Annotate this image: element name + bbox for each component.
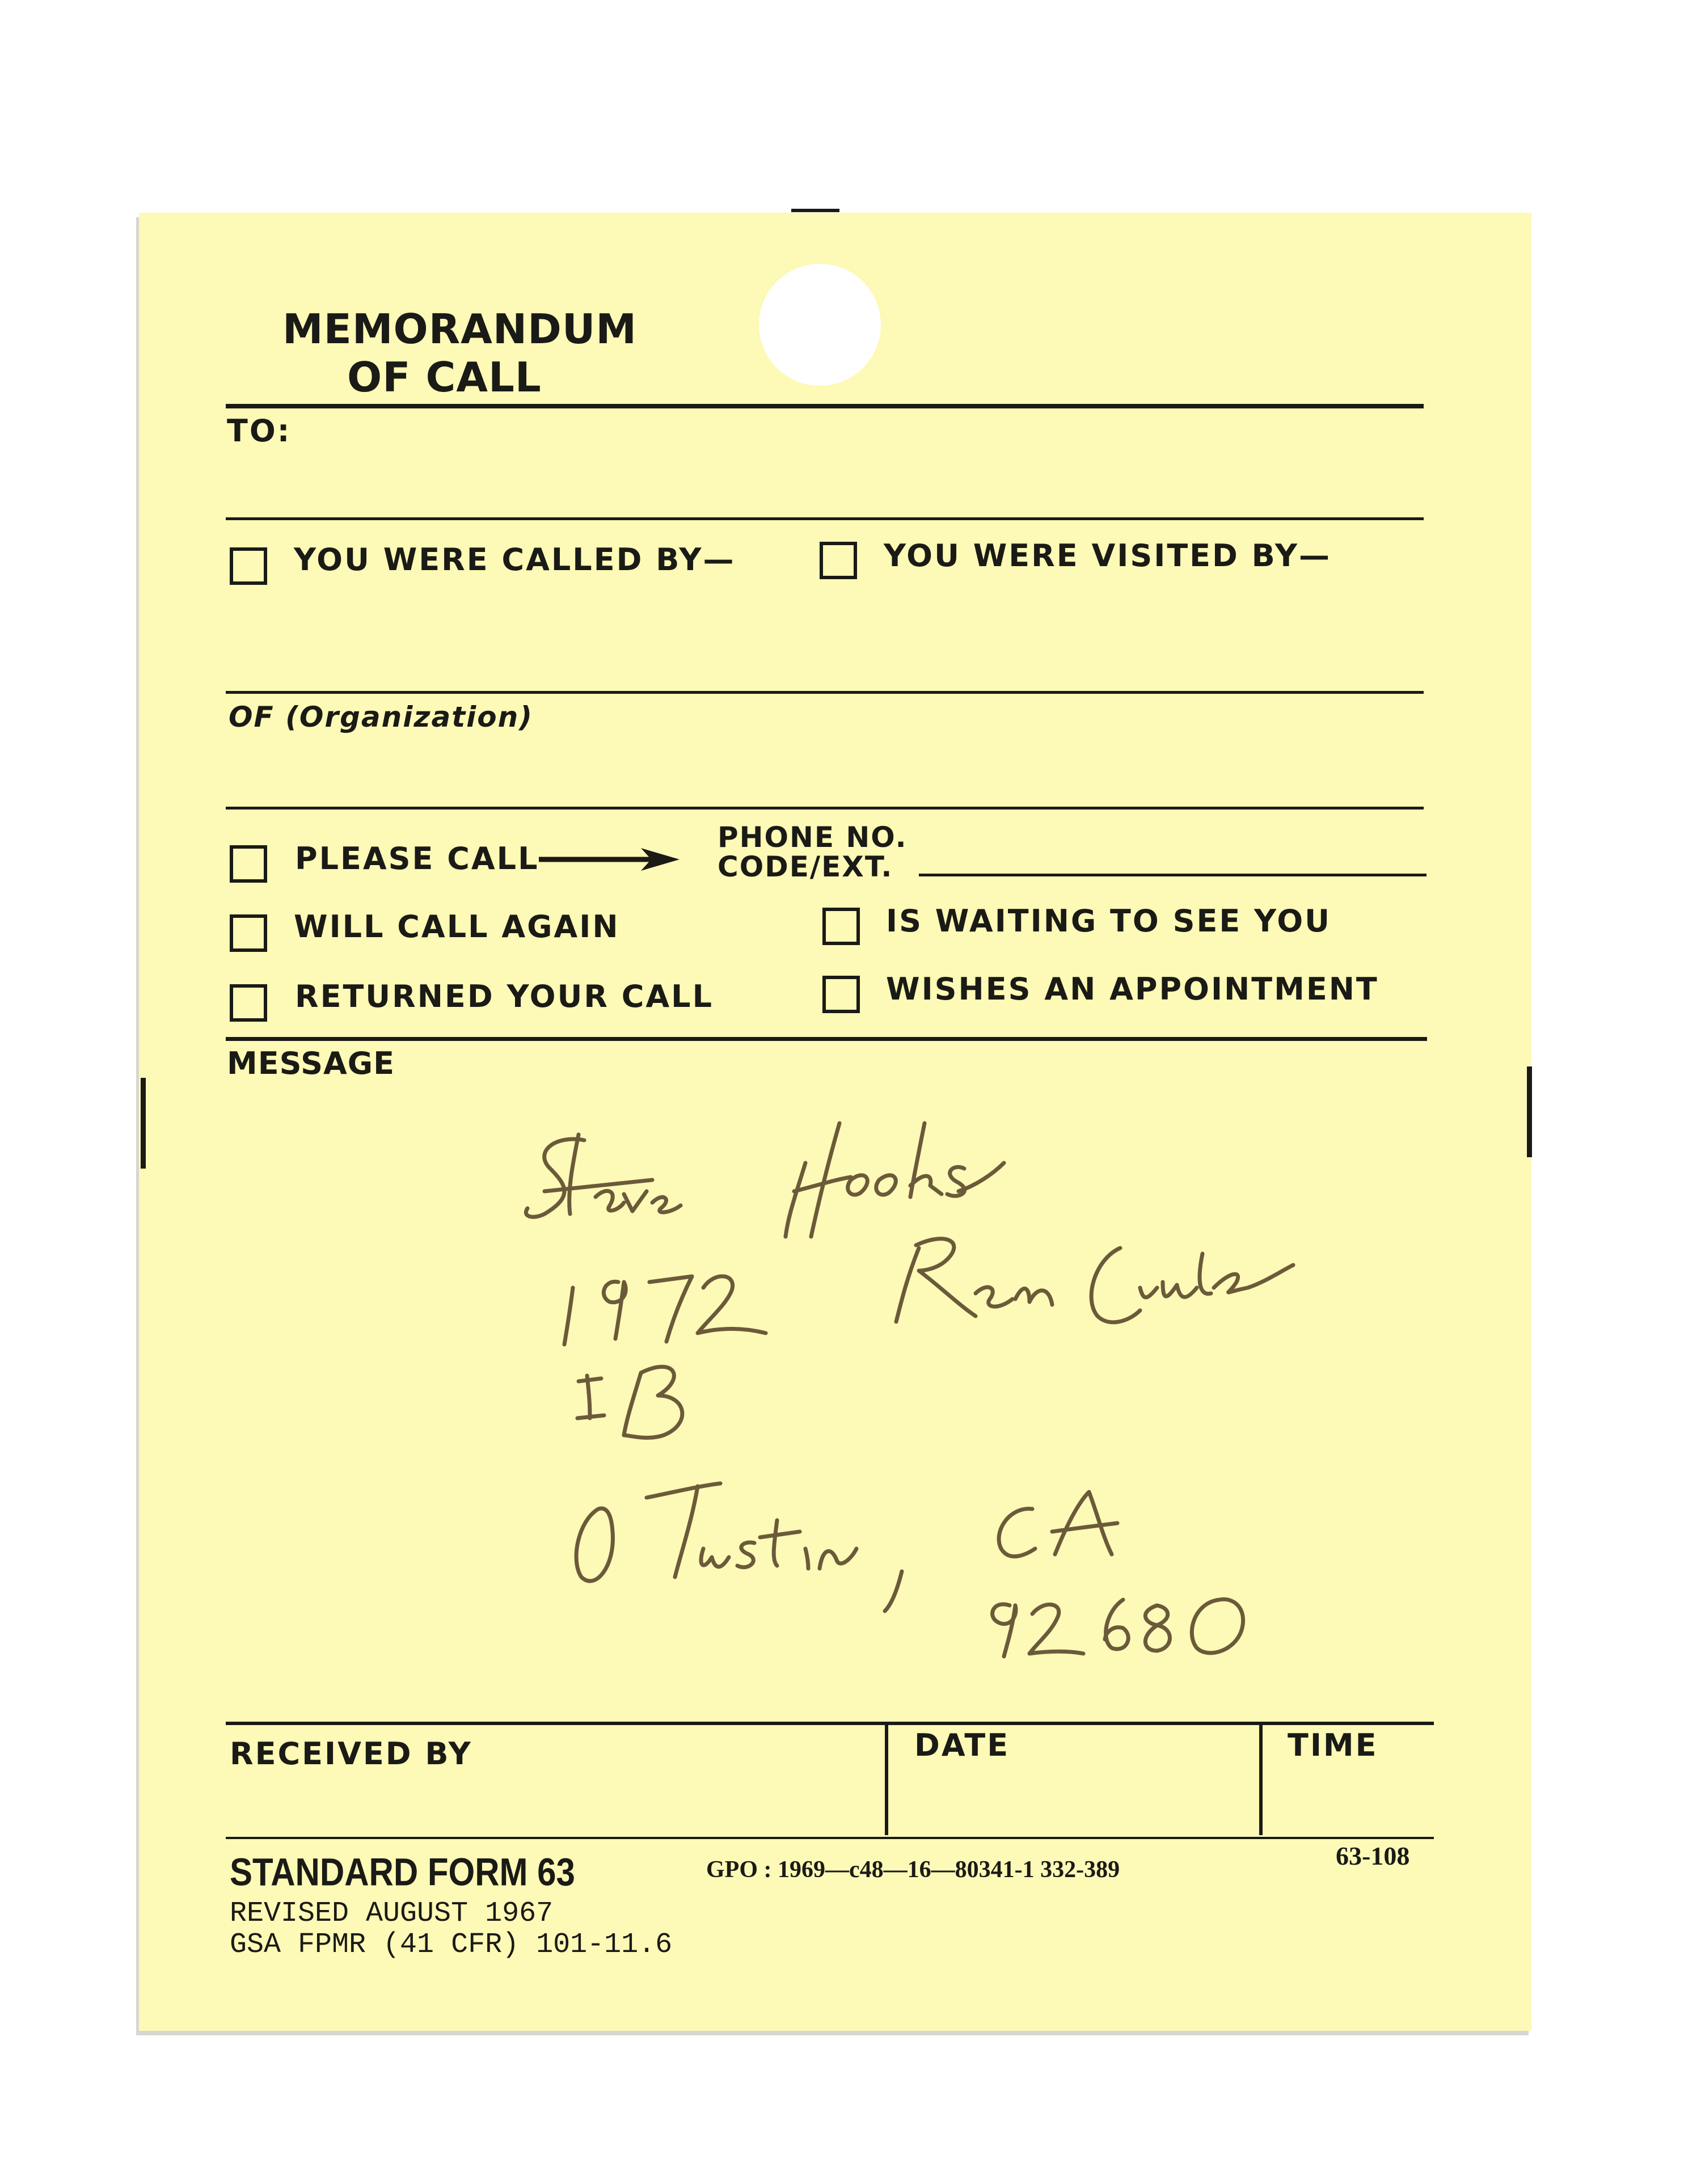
visited-by-label: YOU WERE VISITED BY— bbox=[884, 538, 1331, 574]
please-call-label: PLEASE CALL bbox=[295, 841, 539, 876]
stock-number: 63-108 bbox=[1336, 1841, 1410, 1870]
hand-stroke-circle bbox=[1091, 1248, 1140, 1322]
phone-label-line1: PHONE NO. bbox=[718, 821, 908, 854]
gpo-code: GPO : 1969—c48—16—80341-1 332-389 bbox=[706, 1857, 1120, 1883]
right-edge-mark bbox=[1527, 1066, 1532, 1157]
rule-organization-bottom bbox=[226, 807, 1424, 809]
rule-organization bbox=[226, 691, 1424, 694]
rule-to-top bbox=[226, 404, 1424, 408]
handwritten-message bbox=[510, 1101, 1475, 1679]
rule-footer bbox=[226, 1837, 1434, 1839]
divider-time bbox=[1259, 1722, 1263, 1835]
hand-stroke-hooks bbox=[786, 1163, 805, 1237]
is-waiting-label: IS WAITING TO SEE YOU bbox=[886, 903, 1331, 939]
message-label: MESSAGE bbox=[227, 1045, 395, 1081]
form-title-line2: OF CALL bbox=[347, 353, 542, 401]
will-call-again-label: WILL CALL AGAIN bbox=[294, 909, 620, 945]
received-by-label: RECEIVED BY bbox=[230, 1736, 472, 1772]
called-by-label: YOU WERE CALLED BY— bbox=[294, 542, 736, 577]
returned-call-label: RETURNED YOUR CALL bbox=[295, 979, 714, 1014]
returned-call-checkbox[interactable] bbox=[230, 984, 267, 1022]
phone-label-line2: CODE/EXT. bbox=[718, 850, 893, 883]
appointment-label: WISHES AN APPOINTMENT bbox=[886, 971, 1379, 1007]
form-revised: REVISED AUGUST 1967 bbox=[230, 1898, 554, 1930]
organization-label-text: OF (Organization) bbox=[229, 701, 534, 733]
time-label: TIME bbox=[1288, 1727, 1378, 1763]
date-label: DATE bbox=[914, 1727, 1010, 1763]
visited-by-checkbox[interactable] bbox=[820, 542, 857, 579]
appointment-checkbox[interactable] bbox=[822, 976, 860, 1013]
is-waiting-checkbox[interactable] bbox=[822, 908, 860, 945]
organization-label bbox=[229, 701, 533, 733]
form-title-line1: MEMORANDUM bbox=[282, 305, 637, 353]
will-call-again-checkbox[interactable] bbox=[230, 914, 267, 952]
hand-stroke-city bbox=[576, 1508, 613, 1581]
top-edge-mark bbox=[791, 209, 839, 212]
rule-message bbox=[226, 1037, 1427, 1041]
please-call-checkbox[interactable] bbox=[230, 845, 267, 883]
rule-to-bottom bbox=[226, 517, 1424, 520]
left-edge-mark bbox=[141, 1078, 146, 1169]
hand-stroke-zip bbox=[993, 1604, 1016, 1656]
hand-stroke-1972 bbox=[564, 1288, 573, 1344]
divider-date bbox=[885, 1722, 888, 1835]
to-label: TO: bbox=[227, 413, 292, 449]
hand-stroke-ren bbox=[896, 1248, 919, 1322]
form-name: STANDARD FORM 63 bbox=[230, 1850, 575, 1894]
form-reference: GSA FPMR (41 CFR) 101-11.6 bbox=[230, 1929, 673, 1961]
rule-received bbox=[226, 1722, 1434, 1725]
arrow-right-icon bbox=[539, 845, 681, 874]
phone-number-line bbox=[919, 874, 1427, 876]
punch-hole bbox=[759, 264, 881, 386]
called-by-checkbox[interactable] bbox=[230, 547, 267, 585]
